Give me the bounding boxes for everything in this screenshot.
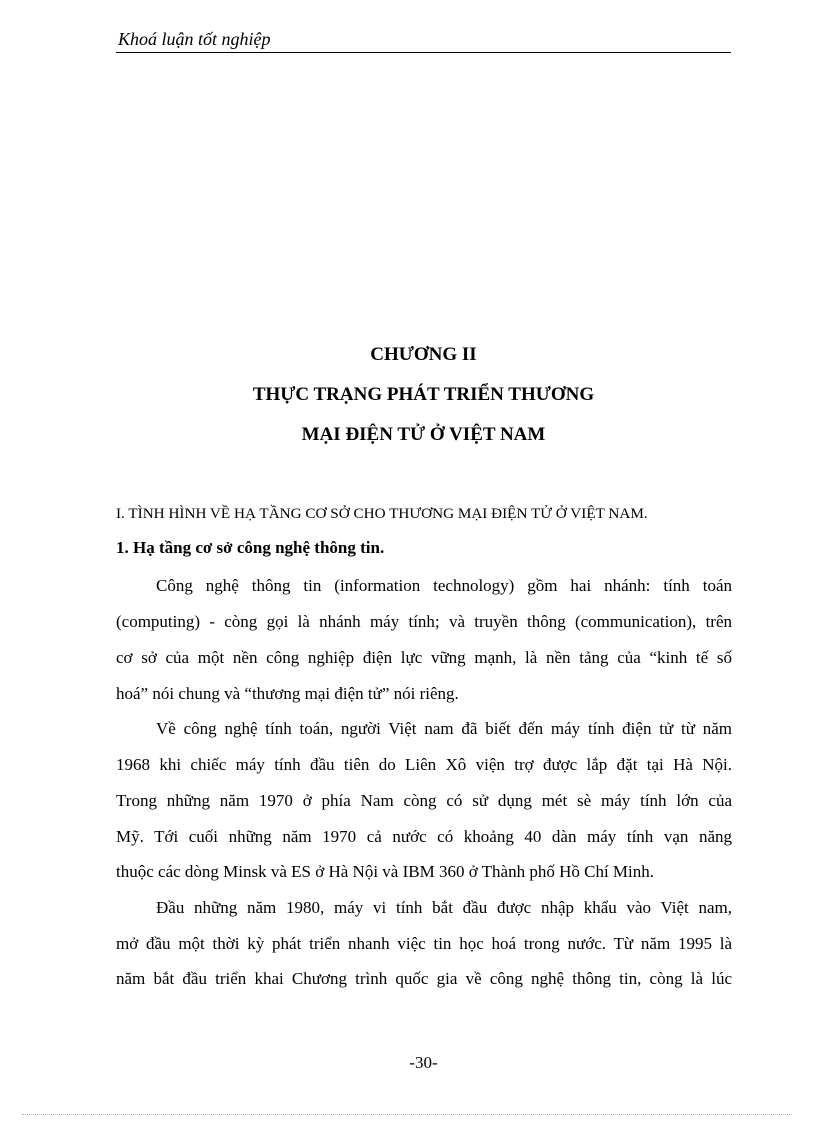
paragraph-line: (computing) - còng gọi là nhánh máy tính; và truyền thông (communication), trên xyxy=(116,612,732,631)
page-bottom-border xyxy=(22,1114,792,1115)
paragraph-line: mở đầu một thời kỳ phát triển nhanh việc tin học hoá trong nước. Từ năm 1995 là xyxy=(116,934,732,953)
paragraph-line: Về công nghệ tính toán, người Việt nam đã biết đến máy tính điện tử từ năm xyxy=(156,719,732,738)
paragraph-line: hoá” nói chung và “thương mại điện tử” nói riêng. xyxy=(116,684,459,703)
paragraph-line: Công nghệ thông tin (information technology) gồm hai nhánh: tính toán xyxy=(156,576,732,595)
paragraph-line: 1968 khi chiếc máy tính đầu tiên do Liên Xô viện trợ được lắp đặt tại Hà Nội. xyxy=(116,755,732,774)
chapter-title-line-1: THỰC TRẠNG PHÁT TRIỂN THƯƠNG xyxy=(252,384,595,405)
paragraph-line: Mỹ. Tới cuối những năm 1970 cả nước có khoảng 40 dàn máy tính vạn năng xyxy=(116,827,732,846)
paragraph-line: cơ sở của một nền công nghiệp điện lực vững mạnh, là nền tảng của “kinh tế số xyxy=(116,648,732,667)
subsection-heading: 1. Hạ tầng cơ sở công nghệ thông tin. xyxy=(116,538,385,557)
section-heading: I. TÌNH HÌNH VỀ HẠ TẦNG CƠ SỞ CHO THƯƠNG MẠI ĐIỆN TỬ Ở VIỆT NAM. xyxy=(116,505,648,522)
header-title: Khoá luận tốt nghiệp xyxy=(118,29,271,49)
chapter-number: CHƯƠNG II xyxy=(370,344,477,365)
paragraph-line: thuộc các dòng Minsk và ES ở Hà Nội và IBM 360 ở Thành phố Hồ Chí Minh. xyxy=(116,862,655,881)
paragraph-line: Trong những năm 1970 ở phía Nam còng có sử dụng mét sè máy tính lớn của xyxy=(116,791,732,810)
page-number: -30- xyxy=(409,1053,438,1072)
page-header xyxy=(116,28,731,53)
paragraph-line: năm bắt đầu triển khai Chương trình quốc gia về công nghệ thông tin, còng là lúc xyxy=(116,969,732,988)
paragraph-line: Đầu những năm 1980, máy vi tính bắt đầu được nhập khẩu vào Việt nam, xyxy=(156,898,732,917)
chapter-title-line-2: MẠI ĐIỆN TỬ Ở VIỆT NAM xyxy=(301,424,546,445)
